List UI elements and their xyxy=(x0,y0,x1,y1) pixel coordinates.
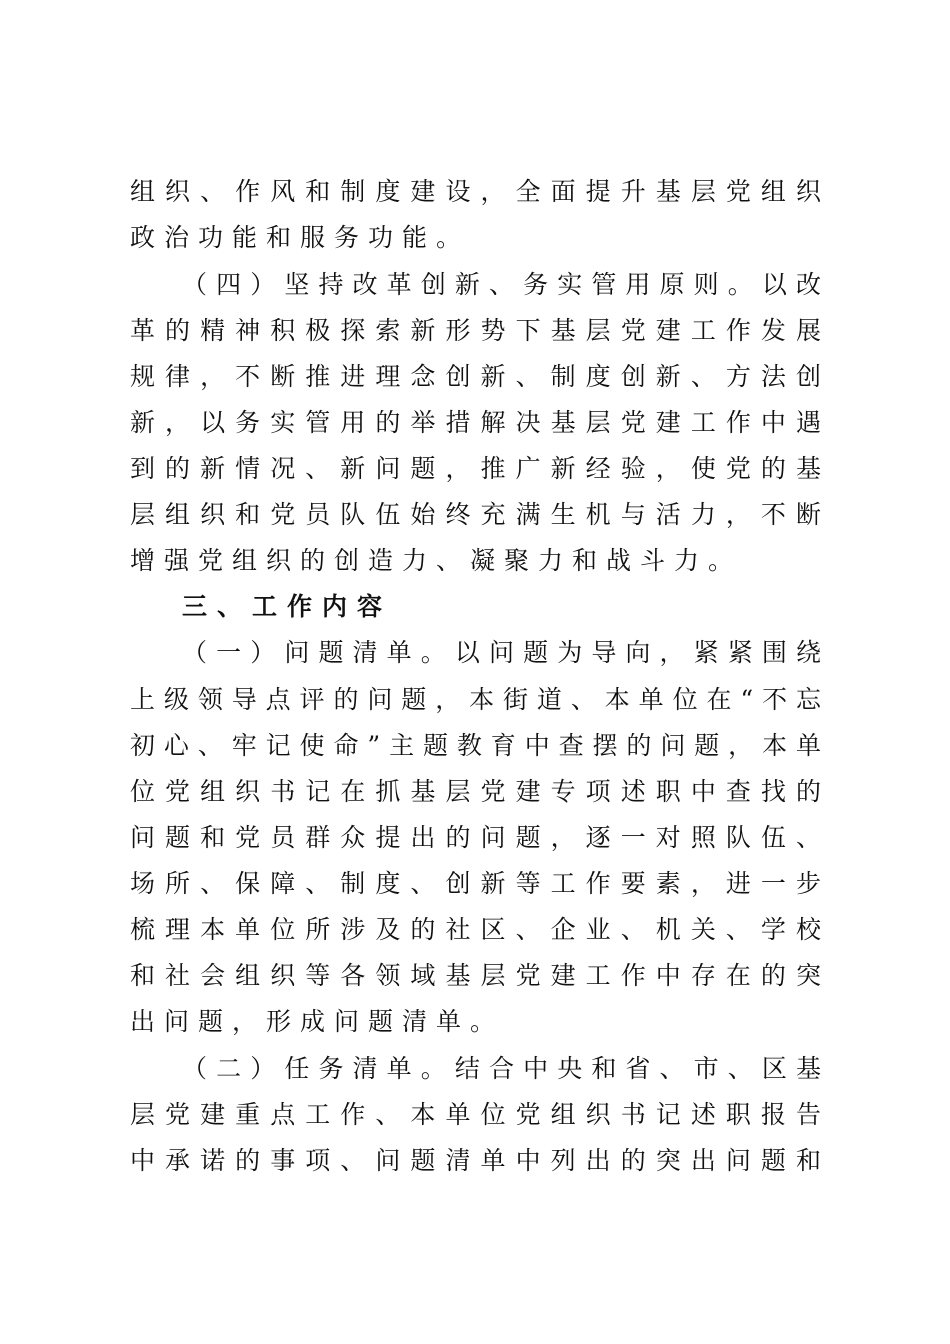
paragraph-line: 中承诺的事项、问题清单中列出的突出问题和 xyxy=(130,1146,822,1175)
paragraph-line: 初心、牢记使命”主题教育中查摆的问题，本单 xyxy=(130,731,822,760)
paragraph-line: 规律，不断推进理念创新、制度创新、方法创 xyxy=(130,362,822,391)
paragraph-line: 政治功能和服务功能。 xyxy=(130,223,471,252)
paragraph-line: 组织、作风和制度建设，全面提升基层党组织 xyxy=(130,177,822,206)
paragraph-line: 位党组织书记在抓基层党建专项述职中查找的 xyxy=(130,777,822,806)
paragraph-line: 增强党组织的创造力、凝聚力和战斗力。 xyxy=(130,546,743,575)
paragraph-line: 新，以务实管用的举措解决基层党建工作中遇 xyxy=(130,408,822,437)
paragraph-line: 和社会组织等各领域基层党建工作中存在的突 xyxy=(130,961,822,990)
paragraph-line: 层组织和党员队伍始终充满生机与活力，不断 xyxy=(130,500,822,529)
paragraph-line: 层党建重点工作、本单位党组织书记述职报告 xyxy=(130,1100,822,1129)
paragraph-line: （一）问题清单。以问题为导向，紧紧围绕 xyxy=(182,638,822,667)
paragraph-line: （四）坚持改革创新、务实管用原则。以改 xyxy=(182,270,822,299)
paragraph-line: 问题和党员群众提出的问题，逐一对照队伍、 xyxy=(130,823,822,852)
section-heading: 三、工作内容 xyxy=(182,592,393,621)
paragraph-line: 梳理本单位所涉及的社区、企业、机关、学校 xyxy=(130,915,822,944)
paragraph-line: （二）任务清单。结合中央和省、市、区基 xyxy=(182,1054,822,1083)
paragraph-line: 革的精神积极探索新形势下基层党建工作发展 xyxy=(130,316,822,345)
paragraph-line: 到的新情况、新问题，推广新经验，使党的基 xyxy=(130,454,822,483)
paragraph-line: 场所、保障、制度、创新等工作要素，进一步 xyxy=(130,869,822,898)
paragraph-line: 上级领导点评的问题，本街道、本单位在“不忘 xyxy=(130,685,822,714)
paragraph-line: 出问题，形成问题清单。 xyxy=(130,1007,505,1036)
